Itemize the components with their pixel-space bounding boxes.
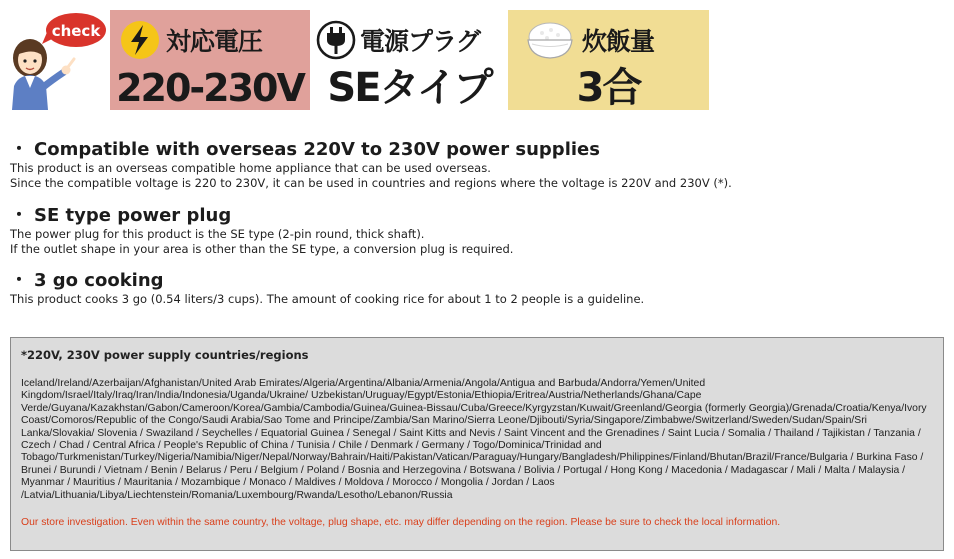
power-plug-icon — [316, 19, 356, 61]
section-body-line: Since the compatible voltage is 220 to 230V, it can be used in countries and regions where the voltage is 220V and 230V (*). — [10, 176, 732, 190]
voltage-label: 対応電圧 — [166, 27, 263, 56]
countries-list: Iceland/Ireland/Azerbaijan/Afghanistan/United Arab Emirates/Algeria/Argentina/Albania/Armenia/Angola/Antigua and Barbuda/Andorra/Yemen/United Kingdom/Israel/Italy/Iraq/Iran/India/Indonesia/Uganda/Ukraine/ Uzbekistan/Uruguay/Egypt/Estonia/Ethiopia/Eritrea/Austria/Netherlands/Ghana/Cape Verde/Guyana/Kazakhstan/Gabon/Cameroon/Korea/Gambia/Cambodia/Guinea/Guinea-Bissau/Cuba/Greece/Kyrgyzstan/Kuwait/Greenland/Georgia (formerly Georgia)/Grenada/Croatia/Kenya/Ivory Coast/Comoros/Republic of the Congo/Saudi Arabia/Sao Tome and Principe/Zambia/San Marino/Sierra Leone/Djibouti/Syria/Singapore/Zimbabwe/Switzerland/Sweden/Sudan/Spain/Sri Lanka/Slovakia/ Slovenia / Swaziland / Seychelles / Equatorial Guinea / Senegal / Saint Kitts and Nevis / Saint Vincent and the Grenadines / Saint Lucia / Somalia / Thailand / Tajikistan / Tanzania / Czech / Chad / Central Africa / People's Republic of China / Tunisia / Chile / Denmark / Germany / Togo/Dominica/Trinidad and Tobago/Turkmenistan/Turkey/Nigeria/Namibia/Niger/Nepal/Norway/Bahrain/Haiti/Pakistan/Vatican/Paraguay/Hungary/Bangladesh/Philippines/Finland/Bhutan/Brazil/France/Bulgaria / Burkina Faso / Brunei / Burundi / Vietnam / Benin / Belarus / Peru / Belgium / Poland / Bosnia and Herzegovina / Botswana / Bolivia / Portugal / Hong Kong / Macedonia / Madagascar / Mali / Malta / Malaysia / Myanmar / Mauritius / Mauritania / Mozambique / Monaco / Maldives / Moldova / Morocco / Mongolia / Jordan / Laos /Latvia/Lithuania/Libya/Liechtenstein/Romania/Luxembourg/Rwanda/Lesotho/Lebanon/Russia — [21, 378, 927, 501]
section-body-line: If the outlet shape in your area is other than the SE type, a conversion plug is required. — [10, 242, 514, 256]
section-title-text: Compatible with overseas 220V to 230V power supplies — [34, 139, 600, 160]
bullet-mark: ・ — [10, 270, 28, 291]
section-se-plug — [10, 205, 940, 257]
section-heading — [10, 205, 940, 227]
plug-panel — [312, 10, 507, 110]
section-title-text: 3 go cooking — [34, 270, 164, 291]
spec-banner — [0, 0, 954, 115]
section-heading — [10, 139, 940, 161]
plug-value: SEタイプ — [327, 65, 492, 111]
rice-bowl-icon — [524, 19, 576, 61]
plug-label: 電源プラグ — [360, 27, 481, 56]
section-cooking-capacity — [10, 270, 940, 307]
countries-notes-box — [10, 337, 944, 551]
voltage-panel — [110, 10, 310, 110]
rice-label: 炊飯量 — [582, 27, 655, 56]
mascot-woman-icon — [8, 10, 108, 110]
store-disclaimer: Our store investigation. Even within the same country, the voltage, plug shape, etc. may differ depending on the region. Please be sure to check the local information. — [21, 517, 781, 529]
bullet-mark: ・ — [10, 205, 28, 226]
section-body-line: The power plug for this product is the SE type (2-pin round, thick shaft). — [10, 227, 425, 241]
section-body-line: This product cooks 3 go (0.54 liters/3 cups). The amount of cooking rice for about 1 to 2 people is a guideline. — [10, 292, 645, 306]
section-body-line: This product is an overseas compatible home appliance that can be used overseas. — [10, 161, 491, 175]
voltage-value: 220-230V — [116, 66, 304, 110]
section-heading — [10, 270, 940, 292]
section-compatible-voltage — [10, 139, 940, 191]
notes-title: *220V, 230V power supply countries/regions — [21, 348, 309, 362]
rice-panel — [508, 10, 709, 110]
lightning-bolt-icon — [120, 20, 160, 60]
rice-value: 3合 — [576, 65, 641, 111]
check-badge-text: check — [51, 22, 101, 40]
section-title-text: SE type power plug — [34, 205, 232, 226]
bullet-mark: ・ — [10, 139, 28, 160]
mascot-illustration — [8, 10, 108, 110]
